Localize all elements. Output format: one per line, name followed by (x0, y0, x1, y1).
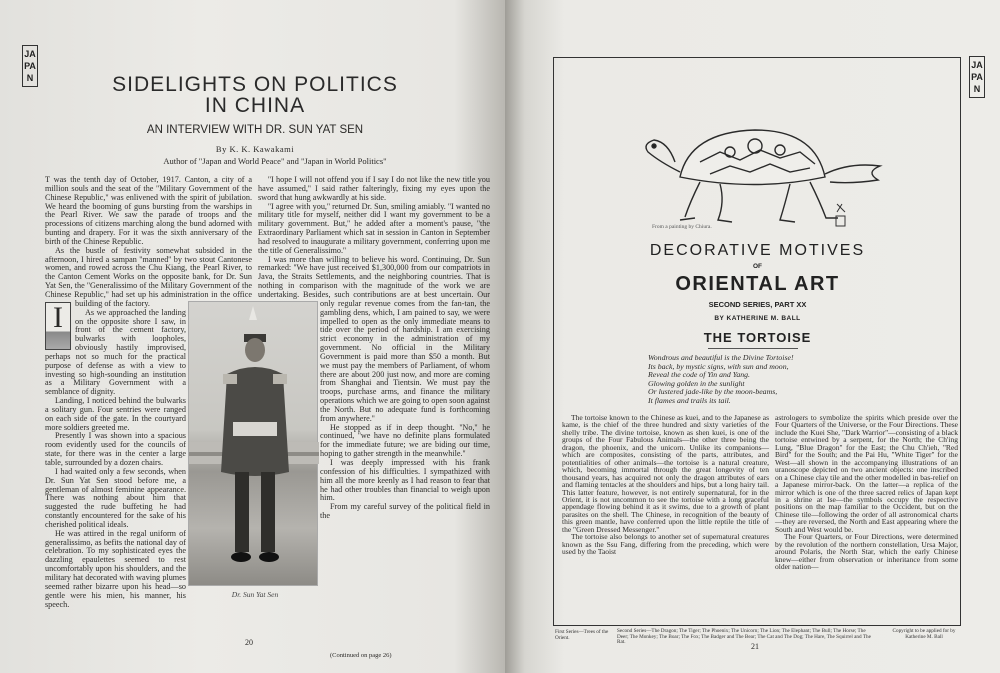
footer-second-series: Second Series—The Dragon; The Tiger; The Phoenix; The Unicorn; The Lion; The Elephant; The Bull; The Horse; The Deer; The Monkey; The Boar; The Fox; The Badger and The Bear; The Cat and The Dog; The Hare, The Squirrel and The Rat. (617, 628, 871, 646)
sun-yat-sen-figure (189, 302, 319, 587)
poem-line: It flames and trails its tail. (648, 395, 731, 405)
tortoise-column-1 (562, 414, 769, 556)
paragraph: I was deeply impressed with his frank confession of his difficulties. I sympathized with him all the more keenly as I had reason to fear that he had other troubles than financial to weigh upon him. (320, 458, 490, 503)
poem-line: Glowing golden in the sunlight (648, 378, 745, 388)
article-title-line1: SIDELIGHTS ON POLITICS (112, 73, 398, 96)
footer-first-series: First Series—Trees of the Orient. (555, 629, 609, 641)
poem (648, 354, 878, 406)
paragraph: astrologers to symbolize the spirits which preside over the Four Quarters of the Universe, or the Four Directions. These include the Kuei She, "Dark Warrior"—consisting of a black tortoise entwined by a serpent, for the North; the Ch'ing Lung, "Blue Dragon" for the East; the Chu Ch'ieh, "Red Bird" for the South; and the Pai Hu, "White Tiger" for the West—all shown in the accompanying illustrations of an uranoscope depicted on two ancient objects: one inscribed on a Chinese clay tile and the other modelled in bas-relief on a Japanese mirror-back. On the latter—a replica of the mirror which is one of the three sacred relics of Japan kept in a shrine at Ise—the symbols occupy the respective positions on the map familiar to the Occident, but on the Chinese tile—following the order of all astronomical charts—they are reversed, the North and East appearing where the South and West would be. (775, 413, 958, 534)
paragraph: As we approached the landing on the opposite shore I saw, in front of the cement factory, bulwarks with loopholes, obviously hastily improvised, perhaps not so much for the practical purpose of defense as with a view to investing so high-sounding an institution as a Military Government with a semblance of dignity. (45, 307, 186, 397)
article-subtitle: AN INTERVIEW WITH DR. SUN YAT SEN (146, 124, 364, 136)
tortoise-column-2 (775, 414, 958, 571)
artist-seal (834, 202, 848, 228)
paragraph: I had waited only a few seconds, when Dr. Sun Yat Sen stood before me, a gentleman of almost feminine appearance. There was nothing about him that suggested the rude buffeting he had constantly encountered for the sake of his cherished political ideals. (45, 466, 186, 529)
paragraph: From my careful survey of the political field in the (320, 502, 490, 521)
paragraph: As the bustle of festivity somewhat subsided in the afternoon, I hired a sampan ''manned'' by two stout Cantonese women, and rowed across the Chu Kiang, the Pearl River, to the Canton Cement Works on the opposite bank, for Dr. Sun Yat Sen, the ''Generalissimo of the Military Government of the Chinese Republic,'' had set up his administration in the office building of the factory. (45, 245, 252, 308)
japan-side-tab: JAPAN (22, 45, 38, 87)
footer-copyright: Copyright to be applied for by Katherine M. Ball (892, 628, 956, 640)
author-note: Author of "Japan and World Peace" and "Japan in World Politics" (163, 156, 387, 166)
paragraph: I was more than willing to believe his word. Continuing, Dr. Sun remarked: ''We have just received $1,300,000 from our compatriots in Java, the Straits Settlements, and the neighboring countries. That is nothing in comparison with the magnitude of the work we are undertaking. Besides, such contributions are at best uncertain. Our only regular revenue comes from the fan-tan, the gambling dens, which, I am pained to say, we were impelled to open as the only immediate means to tide over the period of hardship. I am exercising strict economy in the administration of my government. No official in the Military Government is paid more than $50 a month. But we must pay the members of Parliament, of whom there are about 200 just now, and more are coming from Shanghai and Tientsin. We must pay the troops, purchase arms, and finance the military operations which we are going to open soon against the North. But no adequate fund is forthcoming from anywhere.'' (258, 254, 490, 423)
heading-oriental-art: ORIENTAL ART (675, 273, 840, 295)
poem-line: Wondrous and beautiful is the Divine Tortoise! (648, 353, 794, 362)
poem-line: Or lustered jade-like by the moon-beams, (648, 387, 778, 397)
article-byline: By K. K. Kawakami (215, 144, 295, 154)
heading-decorative-motives: DECORATIVE MOTIVES (649, 242, 866, 259)
paragraph: Presently I was shown into a spacious room evidently used for the councils of state, for there was in the center a large table, surrounded by a dozen chairs. (45, 431, 186, 467)
divider (708, 348, 798, 349)
poem-line: Reveal the code of Yin and Yang. (648, 370, 750, 380)
paragraph: ''I hope I will not offend you if I say I do not like the new title you have assumed,'' I said rather falteringly, fixing my eyes upon the sword that hung awkwardly at his side. (258, 175, 490, 202)
continued-note: (Continued on page 26) (330, 652, 392, 659)
paragraph: The tortoise also belongs to another set of supernatural creatures known as the Ssu Fang, differing from the preceding, which were used by the Taoist (562, 532, 769, 557)
paragraph: The Four Quarters, or Four Directions, were determined by the revolution of the northern constellation, Ursa Major, around Polaris, the North Star, which the early Chinese knew—either from observation or inheritance from some older nation— (775, 532, 958, 572)
illustration-credit: From a painting by Chiura. (652, 224, 712, 230)
page-number: 20 (245, 638, 253, 647)
paragraph: He stopped as if in deep thought. ''No,'' he continued, ''we have no definite plans formulated for the immediate future; we are biding our time, hoping to gather strength in the meanwhile.'' (320, 422, 490, 459)
portrait-photo (188, 301, 318, 586)
japan-side-tab: JAPAN (969, 56, 985, 98)
page-number: 21 (751, 642, 759, 651)
drop-cap: I (45, 302, 71, 350)
series-label: SECOND SERIES, PART XX (708, 300, 807, 309)
poem-line: Its back, by mystic signs, with sun and moon, (648, 361, 789, 371)
heading-of: OF (752, 263, 763, 270)
section-title: THE TORTOISE (703, 330, 812, 345)
photo-caption: Dr. Sun Yat Sen (231, 590, 279, 599)
tortoise-illustration (640, 122, 885, 230)
paragraph: T was the tenth day of October, 1917. Canton, a city of a million souls and the seat of the ''Military Government of the Chinese Republic,'' was enlivened with the spirit of jubilation. We heard the booming of guns bursting from the warships in the Pearl River. We saw the parade of troops and the processions of citizens marching along the bund adorned with bunting and drapery. For it was the sixth anniversary of the birth of the Chinese Republic. (45, 175, 252, 246)
paragraph: ''I agree with you,'' returned Dr. Sun, smiling amiably. ''I wanted no military title for myself, neither did I want my government to be a military government. But,'' he added after a moment's pause, ''the Extraordinary Parliament which sat in session in Canton in September had resolved to inaugurate a military government, conferring upon me the title of Generalissimo.'' (258, 201, 490, 255)
author-byline: BY KATHERINE M. BALL (714, 315, 801, 322)
paragraph: Landing, I noticed behind the bulwarks a solitary gun. Four sentries were ranged on each side of the gate. In the courtyard more soldiers greeted me. (45, 396, 186, 432)
article-title-line2: IN CHINA (204, 94, 306, 117)
paragraph: He was attired in the regal uniform of generalissimo, as befits the national day of celebration. To my sophisticated eyes the dazzling epaulettes seemed to rest uncomfortably upon his shoulders, and the military hat decorated with waving plumes seemed rather bizarre upon his head—so gentle were his mien, his manner, his speech. (45, 528, 186, 609)
paragraph: The tortoise known to the Chinese as kuei, and to the Japanese as kame, is the chief of the three hundred and sixty varieties of the shelly tribe. The divine tortoise, known as shen kuei, is one of the groups of the Four Fabulous Animals—the other three being the dragon, the phoenix, and the unicorn. Unlike its companions—which are composites, consisting of the parts, attributes, and potentialities of other animals—the tortoise is a natural creature, which, becoming immortal through the great longevity of ten thousand years, has acquired not only the dragon attributes of ears and flaming tentacles at the shoulders and hips, but a long hairy tail. This latter feature, however, is not entirely supernatural, for in the Orient, it is not uncommon to see the tortoise with a long graceful appendage flowing behind it as it swims, due to a growth of plant parasites on the shell. The Chinese, in recognition of the beauty of this green mantle, have conferred upon the little reptile the title of the "Green Dressed Messenger." (562, 413, 769, 534)
